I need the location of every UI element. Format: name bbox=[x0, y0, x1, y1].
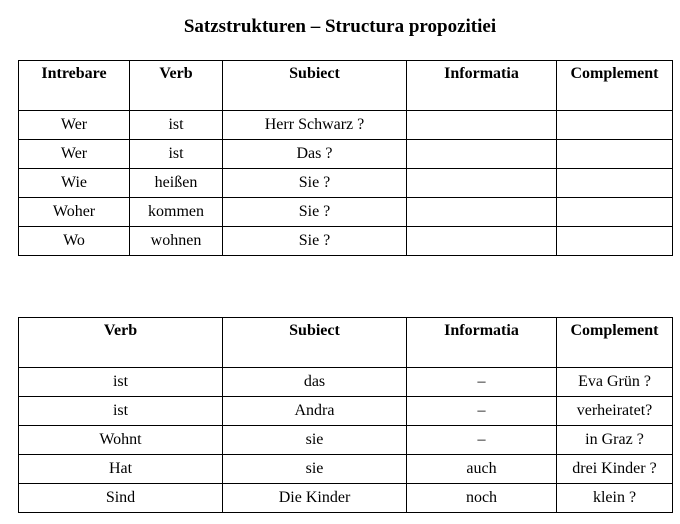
table-cell: wohnen bbox=[130, 227, 223, 256]
table-cell: auch bbox=[407, 455, 557, 484]
table-cell bbox=[557, 169, 673, 198]
header-informatia: Informatia bbox=[407, 318, 557, 368]
table-cell: ist bbox=[19, 368, 223, 397]
table-cell: Sie ? bbox=[223, 198, 407, 227]
table-cell: Sind bbox=[19, 484, 223, 513]
table-row bbox=[19, 455, 673, 484]
table-cell bbox=[407, 111, 557, 140]
table-cell: – bbox=[407, 368, 557, 397]
table-cell: Woher bbox=[19, 198, 130, 227]
table-row bbox=[19, 227, 673, 256]
table-cell: Sie ? bbox=[223, 227, 407, 256]
header-verb: Verb bbox=[130, 61, 223, 111]
table-cell: noch bbox=[407, 484, 557, 513]
table-cell bbox=[557, 140, 673, 169]
table-cell: Wer bbox=[19, 140, 130, 169]
table-header-row bbox=[19, 61, 673, 111]
header-verb: Verb bbox=[19, 318, 223, 368]
table-cell: kommen bbox=[130, 198, 223, 227]
table-row bbox=[19, 111, 673, 140]
header-subiect: Subiect bbox=[223, 318, 407, 368]
header-informatia: Informatia bbox=[407, 61, 557, 111]
table-cell bbox=[407, 227, 557, 256]
table-cell: Wohnt bbox=[19, 426, 223, 455]
statement-structure-table bbox=[18, 317, 673, 513]
table-cell: verheiratet? bbox=[557, 397, 673, 426]
table-cell: sie bbox=[223, 455, 407, 484]
table-cell bbox=[557, 198, 673, 227]
table-cell bbox=[557, 111, 673, 140]
table-cell: das bbox=[223, 368, 407, 397]
table-cell: in Graz ? bbox=[557, 426, 673, 455]
table-cell: Wie bbox=[19, 169, 130, 198]
table-cell: Andra bbox=[223, 397, 407, 426]
table-cell bbox=[407, 169, 557, 198]
document-title: Satzstrukturen – Structura propozitiei bbox=[183, 16, 497, 37]
table-cell: – bbox=[407, 397, 557, 426]
table-cell bbox=[407, 198, 557, 227]
table-cell: ist bbox=[130, 111, 223, 140]
table-cell: ist bbox=[19, 397, 223, 426]
table-row bbox=[19, 140, 673, 169]
table-cell: Eva Grün ? bbox=[557, 368, 673, 397]
header-complement: Complement bbox=[557, 61, 673, 111]
table-cell: Wo bbox=[19, 227, 130, 256]
table-cell: heißen bbox=[130, 169, 223, 198]
table-cell: drei Kinder ? bbox=[557, 455, 673, 484]
table-cell bbox=[407, 140, 557, 169]
table-cell: Hat bbox=[19, 455, 223, 484]
table-row bbox=[19, 368, 673, 397]
table-row bbox=[19, 169, 673, 198]
table-row bbox=[19, 198, 673, 227]
table-cell bbox=[557, 227, 673, 256]
table-cell: sie bbox=[223, 426, 407, 455]
table-row bbox=[19, 484, 673, 513]
table-cell: Wer bbox=[19, 111, 130, 140]
table-cell: Herr Schwarz ? bbox=[223, 111, 407, 140]
table-row bbox=[19, 426, 673, 455]
header-intrebare: Intrebare bbox=[19, 61, 130, 111]
table-cell: ist bbox=[130, 140, 223, 169]
question-structure-table bbox=[18, 60, 673, 256]
table-cell: Das ? bbox=[223, 140, 407, 169]
table-cell: klein ? bbox=[557, 484, 673, 513]
table-cell: – bbox=[407, 426, 557, 455]
header-subiect: Subiect bbox=[223, 61, 407, 111]
table-header-row bbox=[19, 318, 673, 368]
table-cell: Sie ? bbox=[223, 169, 407, 198]
table-cell: Die Kinder bbox=[223, 484, 407, 513]
table-row bbox=[19, 397, 673, 426]
header-complement: Complement bbox=[557, 318, 673, 368]
